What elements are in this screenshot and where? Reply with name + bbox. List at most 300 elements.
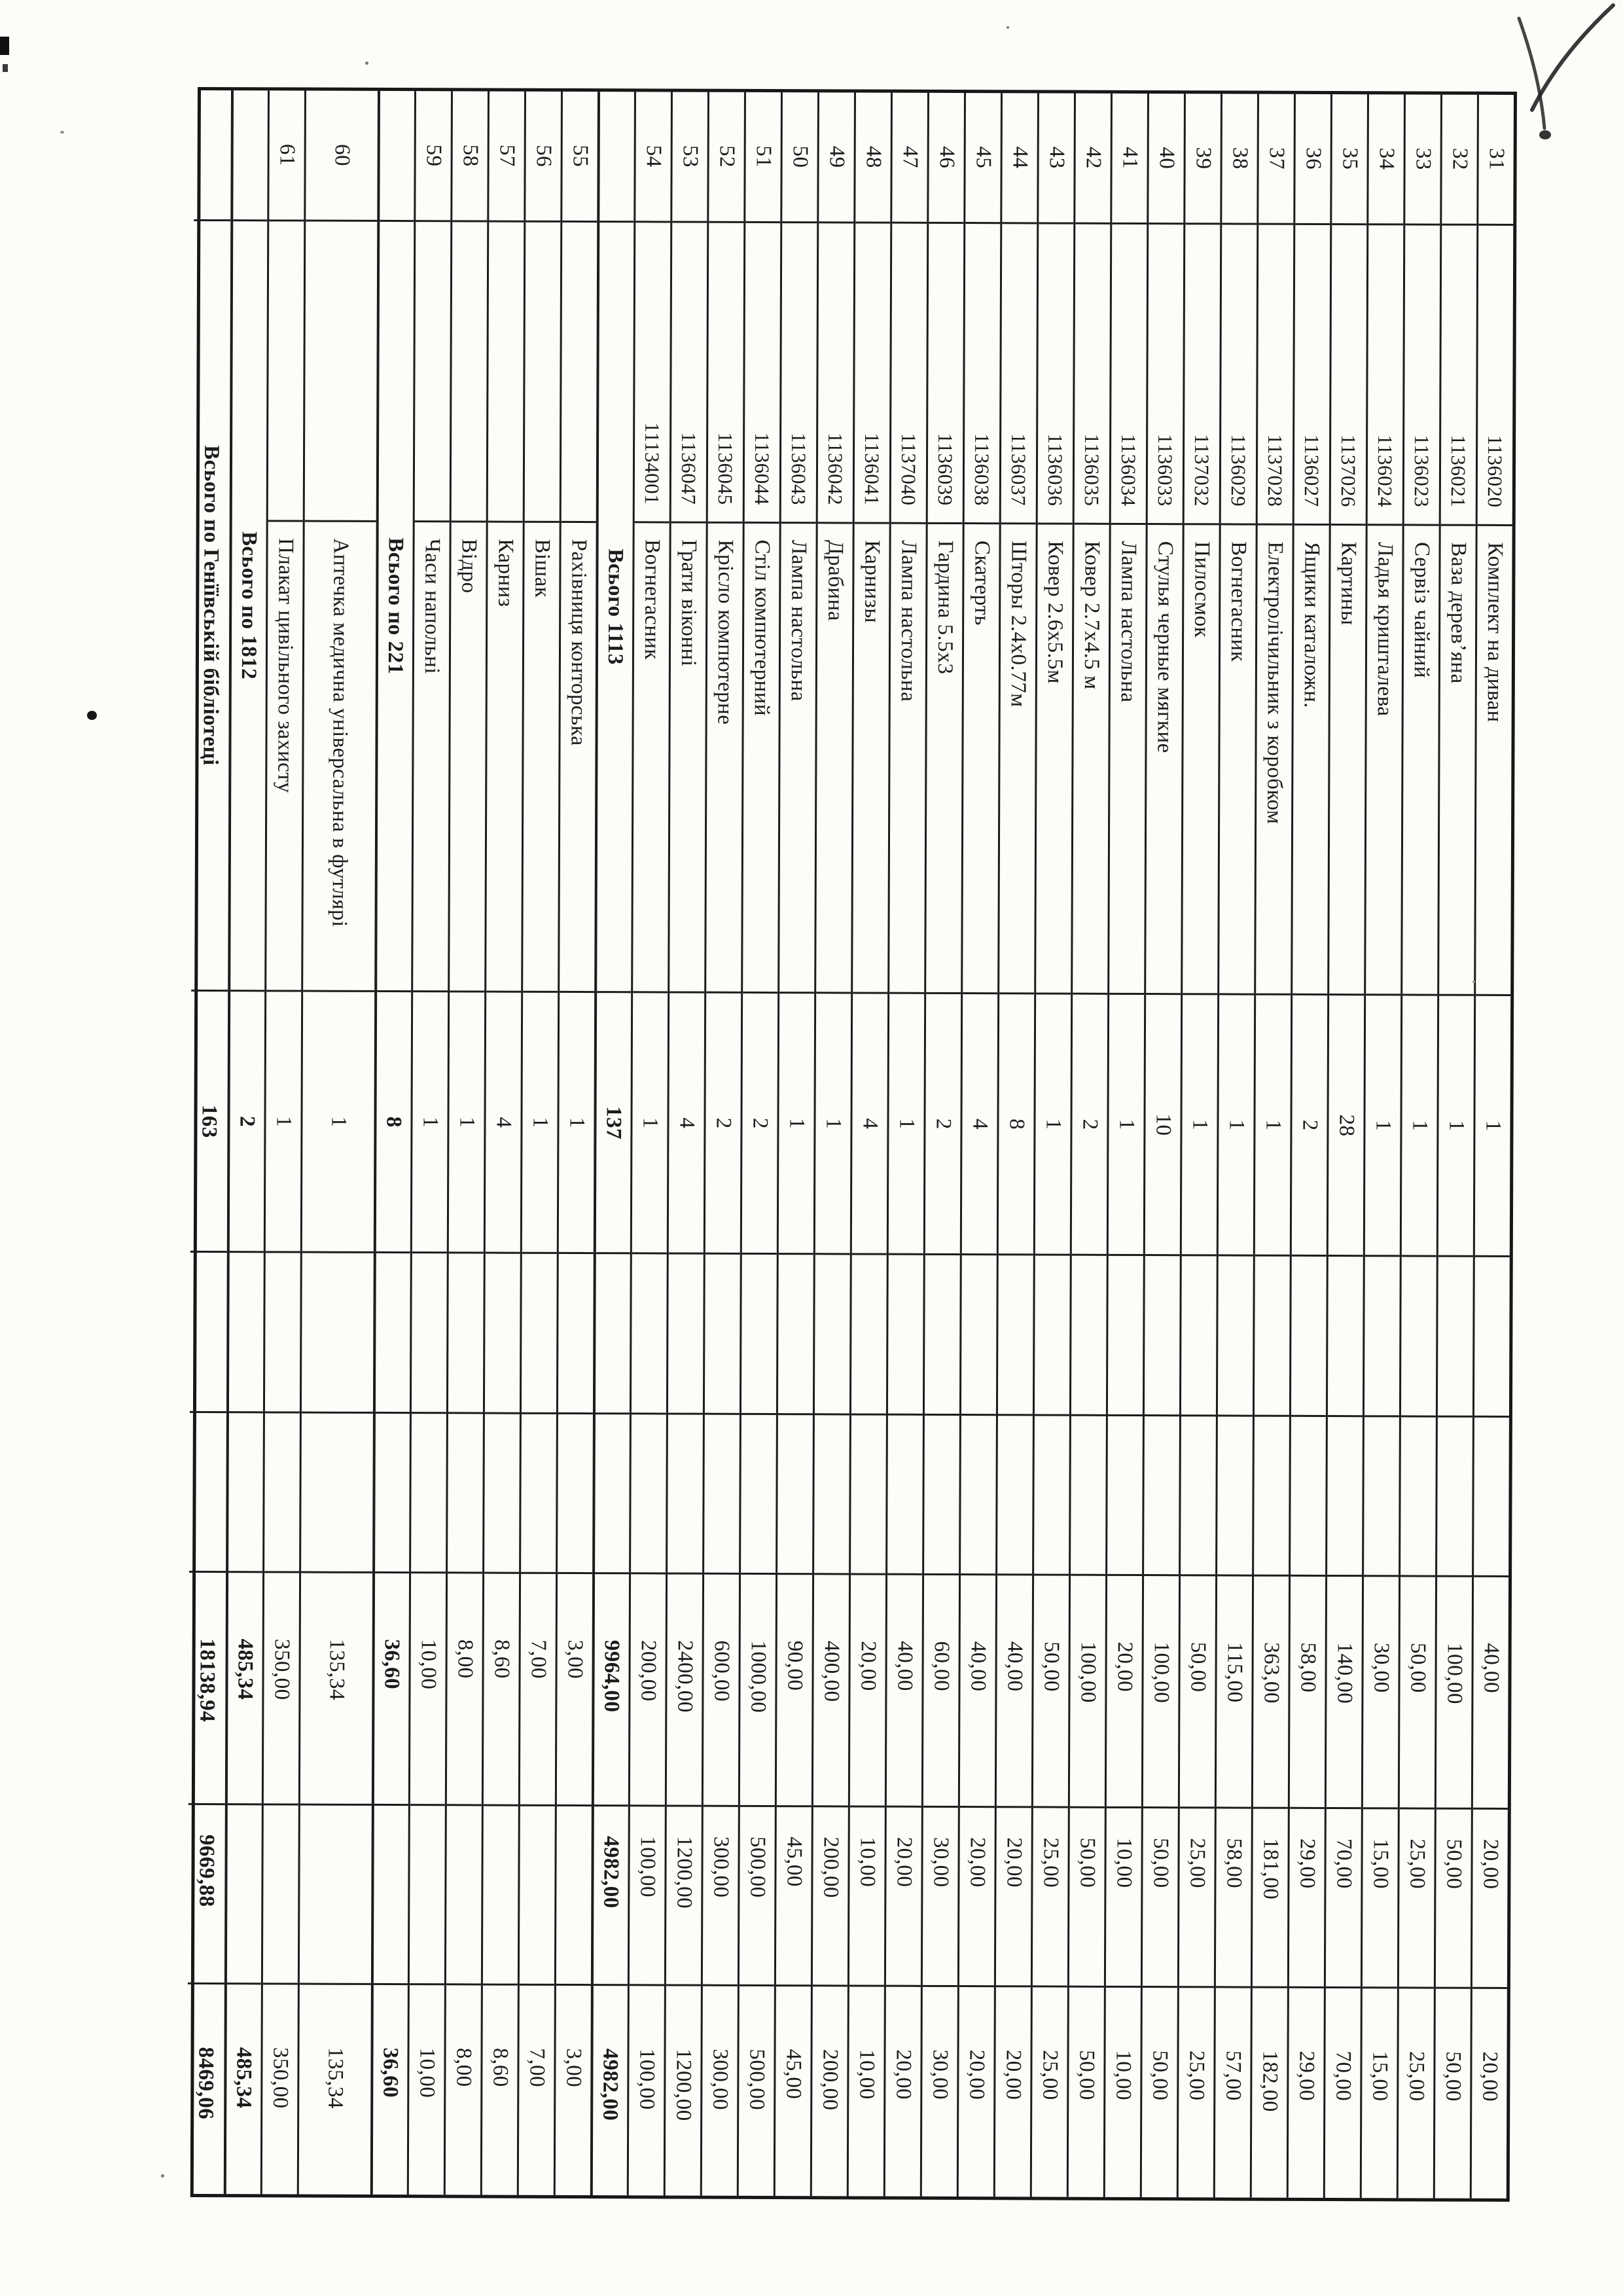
empty-cell [189,1413,226,1573]
empty-cell [1438,1257,1473,1418]
empty-cell [412,1254,447,1414]
sum-initial-cell: 100,00 [1436,1577,1472,1810]
inventory-number-cell: 11134001 [635,223,671,523]
sum-residual-cell: 100,00 [635,2048,659,2110]
item-name-cell: Лампа настольна [779,524,816,994]
sum-residual-cell: 45,00 [781,2049,806,2100]
empty-cell [1034,1416,1069,1576]
sum-residual-cell: 20,00 [891,2049,916,2100]
item-name-cell: Вішак [523,522,560,993]
quantity-cell: 1 [302,992,374,1254]
inventory-number-cell [488,222,524,522]
quantity-cell: 1 [449,993,484,1254]
empty-cell [705,1255,740,1415]
inventory-number-cell [305,221,378,522]
sum-residual-cell: 10,00 [1111,2050,1135,2101]
empty-cell [448,1414,483,1574]
empty-cell [1071,1416,1106,1577]
table-row [260,90,304,2194]
table-row [700,92,744,2196]
row-number-cell: 45 [965,93,1001,224]
sum-residual-cell: 3,00 [562,2048,586,2088]
scan-speck [161,2174,164,2178]
inventory-number-cell: 1137032 [1185,224,1221,525]
quantity-cell: 137 [596,993,631,1254]
item-name-cell: Сервіз чайний [1402,526,1439,996]
empty-cell [302,1253,374,1414]
row-number-cell: 31 [1478,95,1514,226]
row-number-cell [233,90,268,221]
empty-cell [888,1255,923,1416]
quantity-cell: 1 [1109,995,1144,1256]
item-name-cell: Лампа настольна [1109,525,1146,996]
row-number-cell: 42 [1075,94,1111,224]
empty-cell [668,1255,704,1415]
sum-wear-cell [227,1805,262,1985]
item-name-cell: Карнизы [853,524,889,994]
sum-residual-cell: 350,00 [268,2047,293,2109]
table-row [737,92,781,2196]
sum-residual-cell: 25,00 [1404,2051,1429,2102]
total-label-cell: Всього 1113 [597,223,633,994]
quantity-cell: 2 [1072,995,1107,1256]
inventory-table [190,87,1517,2202]
item-name-cell: Пилосмок [1183,525,1219,996]
sum-initial-cell: 18138,94 [188,1573,226,1805]
sum-initial-cell: 2400,00 [667,1575,702,1807]
table-row [627,92,671,2195]
sum-wear-cell: 10,00 [849,1807,885,1987]
quantity-cell: 1 [1365,996,1400,1257]
sum-initial-cell: 100,00 [1070,1576,1105,1808]
empty-cell [1291,1257,1327,1417]
empty-cell [1145,1256,1180,1416]
sum-initial-cell: 58,00 [1290,1577,1325,1809]
empty-cell [961,1256,997,1416]
row-number-cell: 55 [562,92,597,223]
table-row [920,93,964,2197]
rotated-table-wrapper [190,87,1517,2202]
table-row [1397,94,1440,2198]
quantity-cell: 2 [925,994,961,1255]
empty-cell [1035,1256,1070,1416]
empty-cell [376,1253,410,1414]
sum-initial-cell: 60,00 [923,1575,959,1808]
table-row [1323,94,1367,2198]
ink-dot [87,711,97,720]
quantity-cell: 4 [486,993,521,1254]
table-row [444,91,488,2195]
quantity-cell: 1 [1475,996,1510,1257]
sum-initial-cell: 350,00 [264,1573,299,1806]
row-number-cell: 34 [1368,94,1404,225]
sum-wear-cell: 15,00 [1363,1809,1398,1989]
sum-residual-cell: 8,60 [488,2048,512,2087]
sum-wear-cell: 20,00 [1472,1810,1508,1990]
empty-cell [484,1414,520,1574]
sum-residual-cell: 8469,06 [194,2047,219,2120]
empty-cell [558,1414,593,1575]
empty-cell [1474,1418,1509,1578]
row-number-cell: 44 [1002,93,1037,224]
inventory-number-cell [525,222,561,522]
sum-wear-cell: 500,00 [740,1807,775,1987]
item-name-cell: Ящики каталожн. [1293,526,1329,996]
sum-initial-cell: 40,00 [1473,1577,1508,1810]
empty-cell [777,1415,813,1575]
sum-initial-cell: 90,00 [777,1575,812,1808]
sum-initial-cell: 40,00 [960,1576,995,1808]
total-label-cell: Всього по Генїївській бібліотеці [191,221,230,992]
table-row [1433,95,1477,2198]
item-name-cell: Стулья черные мягкие [1146,525,1183,996]
sum-initial-cell: 20,00 [850,1575,885,1808]
quantity-cell: 2 [230,992,264,1253]
table-row [993,93,1037,2197]
sum-initial-cell: 8,00 [447,1574,482,1806]
item-name-cell: Часи напольні [413,522,450,993]
row-number-cell: 59 [416,91,451,222]
quantity-cell: 4 [669,994,704,1255]
empty-cell [1401,1257,1436,1418]
sum-wear-cell: 50,00 [1143,1808,1178,1988]
sum-wear-cell: 300,00 [703,1807,738,1987]
sum-residual-cell: 20,00 [965,2049,989,2100]
scan-artifact [3,64,8,72]
empty-cell [1400,1417,1436,1577]
row-number-cell: 46 [929,93,964,224]
sum-residual-cell: 20,00 [1001,2049,1026,2100]
row-number-cell: 51 [745,92,781,223]
empty-cell [778,1255,813,1416]
row-number-cell: 36 [1295,94,1330,225]
sum-residual-cell: 50,00 [1075,2050,1099,2101]
row-number-cell: 52 [709,92,744,223]
inventory-number-cell: 1136042 [818,223,854,524]
sum-residual-cell: 182,00 [1258,2051,1282,2112]
quantity-cell: 2 [1292,996,1327,1257]
quantity-cell: 1 [889,994,924,1255]
table-row [480,92,524,2195]
quantity-cell: 1 [1255,996,1291,1257]
quantity-cell: 1 [1182,996,1217,1257]
empty-cell [741,1255,777,1415]
sum-residual-cell: 200,00 [818,2049,842,2111]
table-row [664,92,707,2195]
inventory-number-cell: 1136029 [1221,224,1257,525]
quantity-cell: 1 [559,993,594,1254]
sum-wear-cell: 50,00 [1069,1808,1105,1988]
empty-cell [1107,1416,1143,1577]
row-number-cell: 50 [782,92,817,223]
empty-cell [301,1413,373,1573]
inventory-number-cell: 1136027 [1294,224,1330,525]
item-name-cell: Електролічильник з коробком [1256,525,1293,996]
empty-cell [375,1414,410,1574]
empty-cell [190,1253,227,1413]
empty-cell [851,1255,887,1416]
empty-cell [632,1255,667,1415]
sum-initial-cell: 485,34 [228,1573,262,1806]
sum-wear-cell [263,1805,298,1985]
sum-initial-cell: 400,00 [813,1575,849,1808]
row-number-cell: 32 [1442,95,1477,226]
table-row [1250,94,1294,2198]
item-name-cell: Комплект на диван [1476,526,1512,996]
sum-residual-cell: 30,00 [928,2049,952,2100]
sum-wear-cell [556,1806,592,1986]
sum-wear-cell: 4982,00 [594,1806,628,1986]
quantity-cell: 1 [1438,996,1474,1257]
inventory-number-cell: 1137028 [1258,224,1294,525]
empty-cell [1254,1417,1289,1577]
item-name-cell: Гардина 5.5х3 [926,524,963,995]
sum-residual-cell: 57,00 [1221,2050,1245,2101]
inventory-number-cell: 1136036 [1038,224,1074,524]
item-name-cell: Лампа настольна [889,524,926,994]
empty-cell [1255,1257,1290,1417]
empty-cell [1364,1257,1400,1418]
sum-wear-cell: 30,00 [923,1808,958,1988]
sum-initial-cell: 200,00 [630,1575,666,1807]
scan-speck [1472,980,1475,983]
sum-wear-cell: 70,00 [1326,1809,1361,1989]
quantity-cell: 1 [412,992,448,1253]
row-number-cell [599,92,634,223]
table-row [1067,94,1111,2197]
sum-initial-cell: 140,00 [1327,1577,1362,1809]
row-number-cell: 53 [672,92,707,223]
sum-wear-cell: 20,00 [996,1808,1031,1988]
item-name-cell: Стіл компютерний [743,524,779,994]
sum-wear-cell [520,1806,555,1986]
quantity-cell: 4 [962,994,997,1255]
empty-cell [558,1254,594,1414]
table-row [1030,93,1074,2197]
inventory-number-cell: 1136034 [1111,224,1147,524]
scan-speck [1007,26,1009,29]
sum-wear-cell [483,1806,518,1986]
table-row-total [224,90,268,2194]
sum-wear-cell [374,1806,408,1986]
sum-residual-cell: 7,00 [525,2048,549,2088]
empty-cell [521,1414,556,1575]
empty-cell [961,1416,996,1576]
table-row [297,91,378,2195]
sum-initial-cell: 40,00 [997,1576,1032,1808]
empty-cell [229,1253,264,1414]
sum-initial-cell: 50,00 [1180,1577,1215,1809]
quantity-cell: 1 [1219,996,1254,1257]
sum-wear-cell: 181,00 [1253,1809,1288,1989]
item-name-cell: Крісло компютерне [706,523,743,994]
quantity-cell: 2 [705,994,741,1255]
sum-residual-cell: 20,00 [1478,2051,1502,2102]
inventory-number-cell: 1136020 [1478,225,1514,526]
item-name-cell: Грати віконні [669,523,706,994]
table-row [1470,95,1514,2198]
inventory-number-cell: 1136041 [855,223,891,524]
inventory-number-cell: 1136037 [1001,224,1037,524]
row-number-cell: 41 [1112,94,1147,224]
quantity-cell: 1 [522,993,558,1254]
empty-cell [1144,1416,1179,1577]
empty-cell [1364,1417,1399,1577]
scan-speck [365,62,368,65]
sum-initial-cell: 9964,00 [594,1575,629,1807]
table-row [1140,94,1184,2197]
total-label-cell: Всього по 1812 [230,221,267,992]
row-number-cell: 33 [1405,94,1440,225]
sum-initial-cell: 7,00 [520,1574,556,1806]
table-row-total [370,91,414,2195]
row-number-cell: 35 [1332,94,1367,225]
scan-artifact [0,37,9,55]
sum-residual-cell: 25,00 [1038,2049,1062,2100]
inventory-number-cell [452,222,488,522]
sum-wear-cell [300,1805,372,1985]
row-number-cell [380,91,414,222]
table-row-total [187,90,231,2194]
inventory-number-cell: 1136035 [1075,224,1111,524]
table-row [1360,94,1404,2198]
empty-cell [411,1414,446,1574]
empty-cell [265,1253,300,1414]
sum-initial-cell: 1000,00 [740,1575,776,1807]
table-row [407,91,451,2195]
empty-cell [998,1256,1033,1416]
sum-initial-cell: 36,60 [374,1573,409,1806]
sum-residual-cell: 300,00 [708,2049,732,2111]
scan-speck [60,131,64,134]
quantity-cell: 4 [852,994,887,1255]
sum-residual-cell: 15,00 [1368,2051,1392,2102]
empty-cell [228,1413,263,1573]
row-number-cell: 61 [269,90,304,221]
sum-wear-cell: 50,00 [1436,1810,1471,1990]
empty-cell [997,1416,1033,1576]
empty-cell [485,1254,520,1414]
quantity-cell: 1 [1035,995,1071,1256]
quantity-cell: 1 [266,992,301,1253]
item-name-cell: Ковер 2.7х4.5 м [1073,524,1109,995]
table-row-total [590,92,634,2195]
pen-squiggle [1476,0,1623,170]
sum-wear-cell [446,1806,482,1986]
empty-cell [1327,1417,1363,1577]
row-number-cell: 57 [489,92,524,223]
row-number-cell [194,90,231,221]
row-number-cell: 48 [855,92,891,223]
sum-initial-cell: 50,00 [1033,1576,1069,1808]
empty-cell [814,1415,849,1575]
empty-cell [1071,1256,1107,1416]
inventory-number-cell [268,221,304,522]
sum-residual-cell: 10,00 [855,2049,879,2100]
row-number-cell: 54 [635,92,671,223]
inventory-number-cell: 1137026 [1331,225,1367,526]
item-name-cell: Карниз [486,522,523,993]
row-number-cell: 47 [892,93,927,224]
sum-residual-cell: 70,00 [1331,2051,1355,2102]
sum-initial-cell: 363,00 [1253,1577,1289,1809]
table-row [847,92,891,2196]
sum-wear-cell: 9669,88 [188,1805,225,1985]
row-number-cell: 40 [1149,94,1184,224]
table-row [883,93,927,2197]
quantity-cell: 1 [779,994,814,1255]
row-number-cell: 58 [452,91,488,222]
sum-wear-cell: 29,00 [1289,1809,1325,1989]
empty-cell [1291,1417,1326,1577]
empty-cell [631,1414,666,1575]
table-row [774,92,817,2196]
sum-initial-cell: 30,00 [1363,1577,1399,1810]
sum-initial-cell: 20,00 [1107,1576,1142,1808]
quantity-cell: 8 [376,992,411,1253]
table-row [1103,94,1147,2197]
empty-cell [1108,1256,1143,1416]
sum-residual-cell: 1200,00 [671,2048,696,2121]
row-number-cell: 37 [1258,94,1294,225]
empty-cell [887,1416,923,1576]
inventory-number-cell: 1136044 [745,223,781,523]
empty-cell [924,1416,959,1576]
sum-wear-cell: 100,00 [630,1806,665,1986]
item-name-cell: Драбина [816,524,853,994]
sum-wear-cell: 25,00 [1399,1809,1435,1989]
inventory-number-cell: 1136045 [708,223,744,523]
sum-residual-cell: 50,00 [1441,2051,1465,2102]
item-name-cell: Відро [450,522,486,993]
sum-initial-cell: 3,00 [557,1574,592,1806]
sum-wear-cell: 10,00 [1106,1808,1141,1988]
inventory-number-cell: 1136047 [671,223,707,523]
sum-wear-cell: 20,00 [959,1808,995,1988]
empty-cell [1437,1418,1472,1578]
inventory-number-cell: 1136023 [1404,225,1440,526]
item-name-cell: Картины [1329,526,1366,996]
sum-residual-cell: 50,00 [1148,2050,1172,2101]
quantity-cell: 28 [1329,996,1364,1257]
sum-initial-cell: 8,60 [484,1574,519,1806]
item-name-cell: Рахівниця конторська [560,523,596,994]
item-name-cell: Плакат цивільного захисту [266,522,303,992]
row-number-cell: 38 [1222,94,1257,224]
table-row [554,92,597,2195]
table-row [957,93,1001,2197]
item-name-cell: Ладья кришталева [1366,526,1402,996]
empty-cell [522,1254,557,1414]
quantity-cell: 2 [742,994,777,1255]
item-name-cell: Вогнегасник [633,523,669,994]
sum-wear-cell: 200,00 [813,1807,848,1987]
empty-cell [1181,1416,1216,1577]
item-name-cell: Аптечка медична універсальна в футлярі [303,522,376,992]
table-row [517,92,561,2195]
sum-residual-cell: 36,60 [378,2047,403,2098]
sum-residual-cell: 485,34 [232,2047,257,2109]
quantity-cell: 1 [1402,996,1437,1257]
sum-initial-cell: 50,00 [1400,1577,1435,1810]
table-row [1177,94,1221,2197]
row-number-cell: 56 [526,92,561,223]
sum-initial-cell: 100,00 [1143,1576,1179,1808]
sum-residual-cell: 10,00 [415,2047,439,2098]
inventory-number-cell: 1136033 [1148,224,1184,525]
empty-cell [1217,1416,1253,1577]
inventory-number-cell: 1137040 [891,223,927,524]
